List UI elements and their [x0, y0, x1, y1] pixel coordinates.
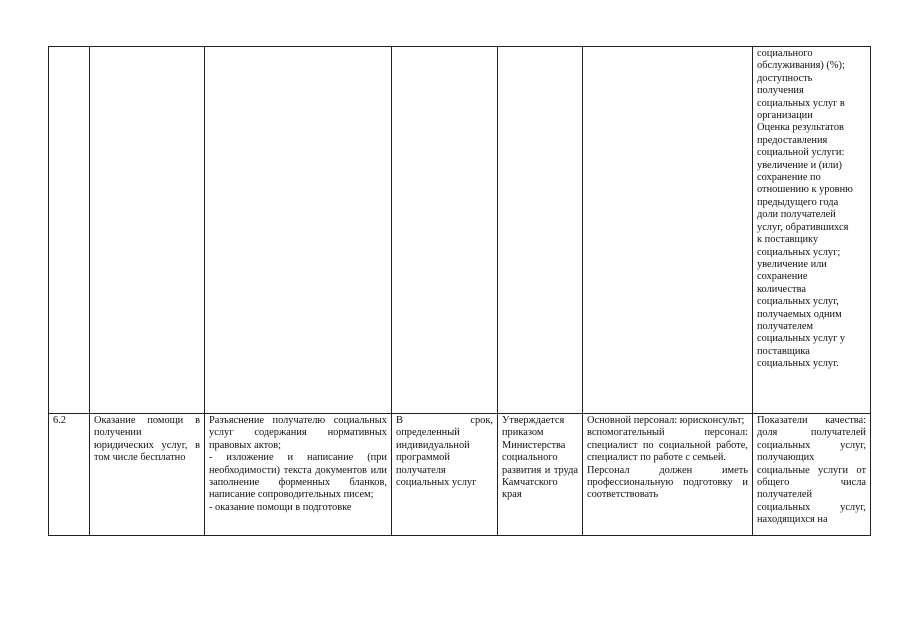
indicator-line: к поставщику: [757, 234, 819, 246]
indicator-line: социальных услуг.: [757, 358, 839, 370]
indicator-line: увеличение и (или): [757, 159, 842, 171]
cell-conditions: [583, 47, 753, 414]
indicator-line: доли получателей: [757, 209, 836, 221]
conditions-paragraph: вспомогательный персонал: специалист по социальной работе, специалист по работе с семьей.: [587, 427, 748, 464]
cell-tariff: [498, 414, 583, 536]
indicator-line: сохранение: [757, 271, 808, 283]
cell-number: [49, 414, 90, 536]
cell-indicators: [753, 414, 871, 536]
indicator-line: обслуживания) (%);: [757, 60, 845, 72]
indicator-line: социальных услуг,: [757, 296, 839, 308]
indicator-line: социальных услуг у: [757, 333, 846, 345]
table-row-6-2: [49, 414, 871, 536]
indicator-line: организации: [757, 110, 813, 122]
description-paragraph: - изложение и написание (при необходимости) текста документов или заполнение форменных бланков, написание сопроводительных писем;: [209, 452, 387, 501]
cell-conditions: [583, 414, 753, 536]
cell-term: [392, 47, 498, 414]
cell-description: [205, 47, 392, 414]
services-table: [48, 46, 871, 536]
conditions-paragraph: Персонал должен иметь профессиональную подготовку и соответствовать: [587, 464, 748, 501]
cell-tariff: [498, 47, 583, 414]
indicator-line: социальных услуг;: [757, 246, 841, 258]
cell-number: [49, 47, 90, 414]
indicator-line: предыдущего года: [757, 196, 839, 208]
indicator-line: Оценка результатов: [757, 122, 844, 134]
indicator-line: получаемых одним: [757, 308, 842, 320]
cell-service-name: [90, 47, 205, 414]
indicator-line: увеличение или: [757, 258, 827, 270]
row-number: 6.2: [53, 415, 66, 426]
indicator-line: предоставления: [757, 134, 828, 146]
indicators-text: Показатели качества: доля получателей социальных услуг, получающих социальные услуги от общего числа получателей социальных услуг, находящихся на: [757, 415, 866, 526]
indicator-line: получателем: [757, 320, 814, 332]
term-text: В срок, определенный индивидуальной программой получателя социальных услуг: [396, 415, 493, 489]
indicator-line: поставщика: [757, 345, 810, 357]
description-paragraph: - оказание помощи в подготовке: [209, 501, 352, 513]
indicator-line: социального: [757, 48, 813, 59]
tariff-text: Утверждается приказом Министерства социального развития и труда Камчатского края: [502, 415, 578, 501]
cell-indicators: [753, 47, 871, 414]
indicator-line: сохранение по: [757, 172, 821, 184]
indicator-line: доступность: [757, 72, 813, 84]
table-row-continued: [49, 47, 871, 414]
indicator-line: социальной услуги:: [757, 147, 845, 159]
description-paragraph: Разъяснение получателю социальных услуг содержания нормативных правовых актов;: [209, 415, 387, 451]
conditions-paragraph: Основной персонал: юрисконсульт;: [587, 415, 745, 426]
cell-term: [392, 414, 498, 536]
conditions-content: [587, 415, 748, 502]
indicator-line: услуг, обратившихся: [757, 221, 849, 233]
description-content: [209, 415, 387, 514]
indicator-line: получения: [757, 85, 804, 97]
indicator-line: социальных услуг в: [757, 97, 845, 109]
indicator-line: отношению к уровню: [757, 184, 853, 196]
indicator-line: количества: [757, 283, 806, 295]
cell-service-name: [90, 414, 205, 536]
cell-description: [205, 414, 392, 536]
service-name: Оказание помощи в получении юридических услуг, в том числе бесплатно: [94, 415, 200, 464]
